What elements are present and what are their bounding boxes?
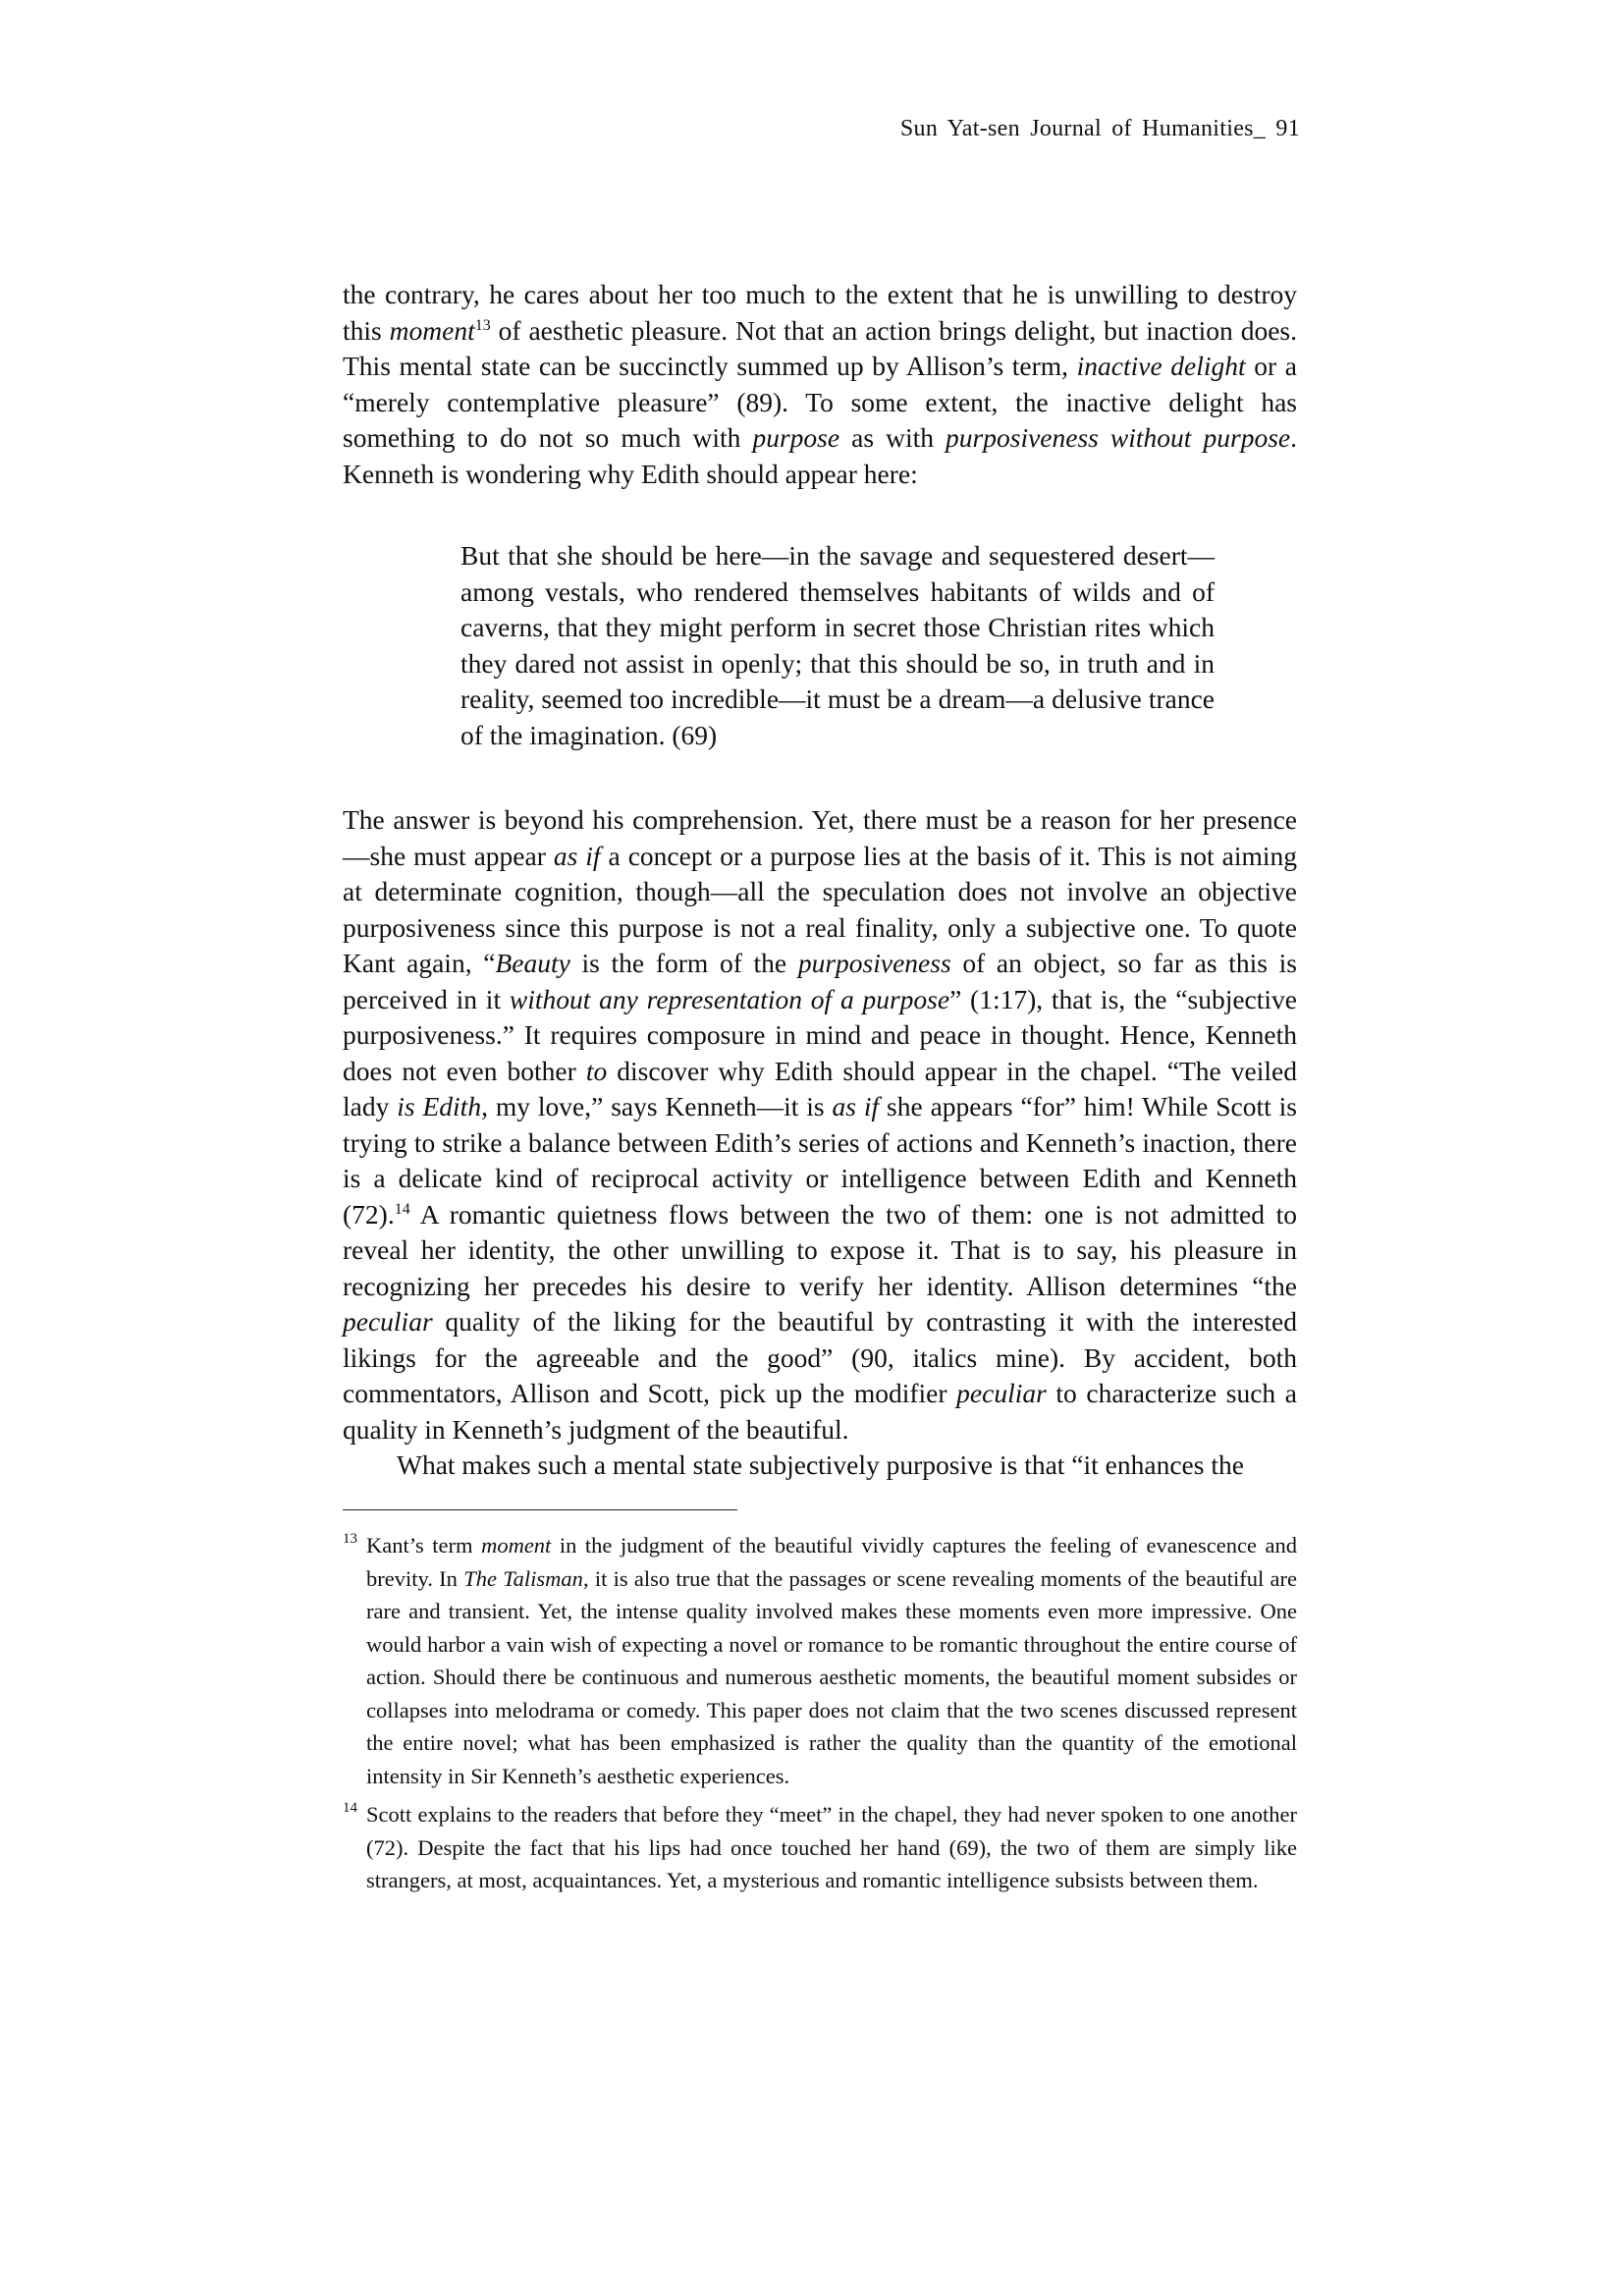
footnote-14 [343, 1798, 1297, 1897]
footnote-ref-13[interactable]: 13 [474, 316, 491, 334]
p2-text-3: is the form of the [569, 948, 798, 978]
p2-text-10: quality of the liking for the beautiful by contrasting it with the interested likings for the agreeable and the good” (90, italics mine). By accident, both commentators, Allison and Scott, pick up the modifier [343, 1306, 1297, 1408]
fn13-text-3: , it is also true that the passages or scene revealing moments of the beautiful are rare and transient. Yet, the intense quality involved makes these moments even more impressive. One would harbor a vain wish of expecting a novel or romance to be romantic throughout the entire course of action. Should there be continuous and numerous aesthetic moments, the beautiful moment subsides or collapses into melodrama or comedy. This paper does not claim that the two scenes discussed represent the entire novel; what has been emphasized is rather the quality than the quantity of the emotional intensity in Sir Kenneth’s aesthetic experiences. [366, 1565, 1297, 1788]
fn14-text: Scott explains to the readers that before they “meet” in the chapel, they had never spoken to one another (72). Despite the fact that his lips had once touched her hand (69), the two of them are simply like strangers, at most, acquaintances. Yet, a mysterious and romantic intelligence subsists between them. [366, 1802, 1297, 1892]
p1-text-5: . Kenneth is wondering why Edith should appear here: [343, 422, 1297, 489]
p2-italic-1: as if [553, 840, 601, 871]
body-paragraph-2 [343, 802, 1297, 1448]
p2-text-7: , my love,” says Kenneth—it is [481, 1091, 833, 1121]
footnote-separator [343, 1509, 737, 1510]
p1-italic-4: purposiveness without purpose [946, 422, 1291, 453]
p2-text-6: discover why Edith should appear in the chapel. “The veiled lady [343, 1055, 1297, 1121]
body-section-2 [343, 802, 1297, 1484]
p2-text-4: of an object, so far as this is perceived in it [343, 948, 1298, 1014]
p1-italic-2: inactive delight [1076, 351, 1246, 381]
body-paragraph-1 [343, 277, 1297, 492]
p2-text-1: The answer is beyond his comprehension. Yet, there must be a reason for her presence—she must appear [343, 804, 1297, 871]
p2-text-11: to characterize such a quality in Kenneth’s judgment of the beautiful. [343, 1378, 1297, 1445]
p1-text-1: the contrary, he cares about her too much to the extent that he is unwilling to destroy this [343, 279, 1297, 346]
fn13-italic-2: The Talisman [463, 1565, 583, 1591]
p2-italic-4: without any representation of a purpose [509, 983, 950, 1014]
p2-italic-3: purposiveness [797, 948, 951, 978]
footnote-number-13: 13 [343, 1531, 357, 1547]
running-header: Sun Yat-sen Journal of Humanities_ 91 [899, 116, 1300, 141]
fn13-italic-1: moment [481, 1533, 552, 1558]
footnotes [343, 1529, 1297, 1903]
p1-italic-3: purpose [752, 422, 840, 453]
p2-italic-2: Beauty [495, 948, 570, 978]
p2-text-9: A romantic quietness flows between the two of them: one is not admitted to reveal her identity, the other unwilling to expose it. That is to say, his pleasure in recognizing her precedes his desire to verify her identity. Allison determines “the [343, 1198, 1297, 1301]
p2-italic-9: peculiar [956, 1378, 1047, 1408]
p2-italic-6: is Edith [397, 1091, 482, 1121]
footnote-13 [343, 1529, 1297, 1792]
body-paragraph-3: What makes such a mental state subjectively purposive is that “it enhances the [397, 1449, 1244, 1480]
block-quote: But that she should be here—in the savage and sequestered desert—among vestals, who rendered themselves habitants of wilds and of caverns, that they might perform in secret those Christian rites which they dared not assist in openly; that this should be so, in truth and in reality, seemed too incredible—it must be a dream—a delusive trance of the imagination. (69) [460, 540, 1215, 750]
p1-text-2: of aesthetic pleasure. Not that an action brings delight, but inaction does. This mental state can be succinctly summed up by Allison’s term, [343, 314, 1297, 381]
footnote-ref-14[interactable]: 14 [394, 1200, 410, 1218]
p1-italic-1: moment [389, 314, 475, 346]
p1-text-4: as with [839, 422, 946, 453]
fn13-text-2: in the judgment of the beautiful vividly captures the feeling of evanescence and brevity. In [366, 1533, 1297, 1591]
p2-text-8: she appears “for” him! While Scott is trying to strike a balance between Edith’s series of actions and Kenneth’s inaction, there is a delicate kind of reciprocal activity or intelligence between Edith and Kenneth (72). [343, 1091, 1298, 1230]
p2-italic-5: to [585, 1055, 608, 1086]
p2-text-2: a concept or a purpose lies at the basis of it. This is not aiming at determinate cognition, though—all the speculation does not involve an objective purposiveness since this purpose is not a real finality, only a subjective one. To quote Kant again, “ [343, 840, 1298, 978]
footnote-number-14: 14 [343, 1800, 357, 1816]
p2-text-5: ” (1:17), that is, the “subjective purposiveness.” It requires composure in mind and peace in thought. Hence, Kenneth does not even bother [343, 983, 1297, 1086]
p2-italic-8: peculiar [343, 1306, 433, 1337]
p2-italic-7: as if [832, 1091, 880, 1121]
p1-text-3: or a “merely contemplative pleasure” (89). To some extent, the inactive delight has something to do not so much with [343, 351, 1297, 453]
fn13-text-1: Kant’s term [366, 1533, 482, 1558]
